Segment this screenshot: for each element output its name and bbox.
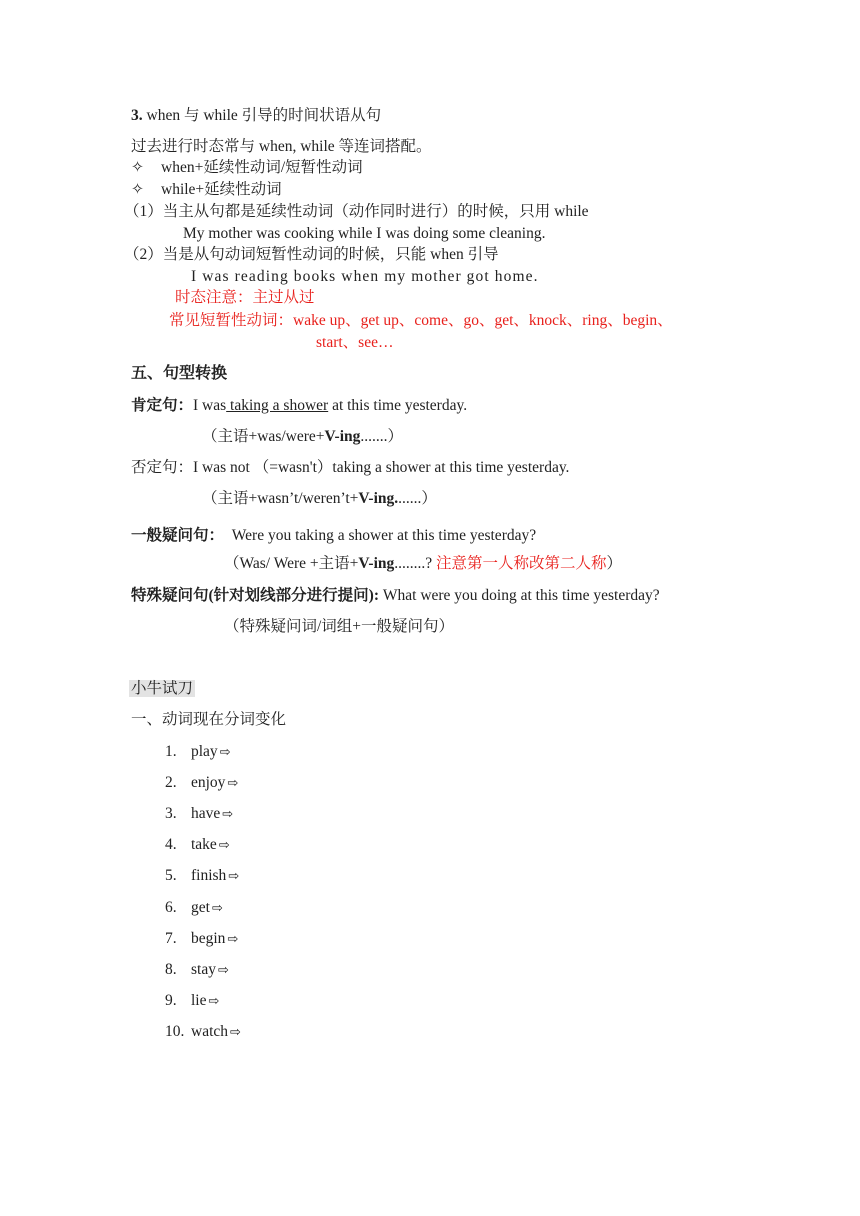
rule-2: （2）当是从句动词短暂性动词的时候，只能 when 引导 xyxy=(124,246,499,263)
list-item-number: 4. xyxy=(165,836,177,853)
list-item-word: play xyxy=(191,743,218,760)
list-item-number: 6. xyxy=(165,899,177,916)
affirmative-text-pre: I was xyxy=(193,397,227,414)
list-item xyxy=(165,866,239,887)
formula-text: （主语+wasn’t/weren’t+ xyxy=(202,490,359,507)
affirmative-sentence xyxy=(131,396,467,416)
formula-text: .......） xyxy=(360,428,404,445)
list-item-word: have xyxy=(191,805,221,822)
arrow-icon: ⇨ xyxy=(218,838,230,853)
list-item-word: lie xyxy=(191,992,207,1009)
arrow-icon: ⇨ xyxy=(222,807,234,822)
list-item-word: stay xyxy=(191,961,216,978)
general-question-label: 一般疑问句： xyxy=(131,527,225,544)
practice-subheading: 一、动词现在分词变化 xyxy=(131,711,287,728)
list-item-word: finish xyxy=(191,867,227,884)
arrow-icon: ⇨ xyxy=(227,932,239,947)
list-item-word: get xyxy=(191,899,210,916)
list-item-number: 10. xyxy=(165,1023,185,1040)
list-item-word: enjoy xyxy=(191,774,226,791)
bullet-item-when xyxy=(131,158,363,178)
tense-note: 时态注意：主过从过 xyxy=(175,289,315,306)
bullet-item-while xyxy=(131,180,282,200)
arrow-icon: ⇨ xyxy=(219,745,231,760)
formula-text: ........? xyxy=(394,555,437,572)
list-item xyxy=(165,898,223,919)
short-verbs-line-2: start、see… xyxy=(316,334,394,351)
section3-title xyxy=(131,106,381,126)
bullet-text: while+延续性动词 xyxy=(161,181,282,198)
diamond-bullet-icon: ✧ xyxy=(131,181,144,198)
arrow-icon: ⇨ xyxy=(217,963,229,978)
special-question-text: What were you doing at this time yesterday? xyxy=(379,587,660,604)
list-item xyxy=(165,742,231,763)
arrow-icon: ⇨ xyxy=(208,994,220,1009)
example-2: I was reading books when my mother got home. xyxy=(191,268,539,285)
formula-bold: V-ing xyxy=(324,428,361,445)
formula-bold: V-ing. xyxy=(358,490,399,507)
formula-text: （Was/ Were +主语+ xyxy=(224,555,359,572)
affirmative-formula xyxy=(202,427,403,447)
section5-heading: 五、句型转换 xyxy=(131,365,228,382)
arrow-icon: ⇨ xyxy=(228,869,240,884)
list-item-number: 3. xyxy=(165,805,177,822)
list-item-number: 7. xyxy=(165,930,177,947)
arrow-icon: ⇨ xyxy=(211,901,223,916)
practice-title-highlight: 小牛试刀 xyxy=(131,680,194,697)
negative-text: I was not （=wasn't）taking a shower at this time yesterday. xyxy=(193,459,570,476)
list-item xyxy=(165,804,233,825)
negative-formula xyxy=(202,489,437,509)
formula-bold: V-ing xyxy=(358,555,395,572)
list-item-number: 8. xyxy=(165,961,177,978)
section3-title-text: when 与 while 引导的时间状语从句 xyxy=(142,107,382,124)
general-question-text: Were you taking a shower at this time yesterday? xyxy=(224,527,537,544)
list-item xyxy=(165,929,238,950)
list-item-number: 5. xyxy=(165,867,177,884)
affirmative-text-post: at this time yesterday. xyxy=(328,397,468,414)
list-item-word: take xyxy=(191,836,217,853)
list-item xyxy=(165,991,219,1012)
rule-1: （1）当主从句都是延续性动词（动作同时进行）的时候，只用 while xyxy=(124,203,589,220)
arrow-icon: ⇨ xyxy=(227,776,239,791)
negative-sentence xyxy=(131,458,569,478)
special-question-formula: （特殊疑问词/词组+一般疑问句） xyxy=(224,618,455,635)
list-item-number: 1. xyxy=(165,743,177,760)
diamond-bullet-icon: ✧ xyxy=(131,159,144,176)
list-item-number: 9. xyxy=(165,992,177,1009)
formula-text: ......） xyxy=(398,490,437,507)
negative-label: 否定句： xyxy=(131,459,194,476)
short-verbs-line-1: 常见短暂性动词：wake up、get up、come、go、get、knock、ring、begin、 xyxy=(169,312,673,329)
affirmative-label: 肯定句： xyxy=(131,397,194,414)
list-item-word: watch xyxy=(191,1023,229,1040)
list-item-number: 2. xyxy=(165,774,177,791)
list-item-word: begin xyxy=(191,930,226,947)
example-1: My mother was cooking while I was doing some cleaning. xyxy=(183,225,546,242)
underlined-phrase: taking a shower xyxy=(226,397,329,414)
special-question-sentence xyxy=(131,586,660,606)
bullet-text: when+延续性动词/短暂性动词 xyxy=(161,159,363,176)
general-question-formula xyxy=(224,554,622,574)
list-item xyxy=(165,1022,241,1043)
list-item xyxy=(165,960,229,981)
special-question-label: 特殊疑问句(针对划线部分进行提问): xyxy=(131,587,379,604)
section3-intro: 过去进行时态常与 when, while 等连词搭配。 xyxy=(131,138,432,155)
person-change-note: 注意第一人称改第二人称 xyxy=(436,555,607,572)
practice-title xyxy=(129,679,195,699)
formula-text: ） xyxy=(606,555,623,572)
section3-number: 3. xyxy=(131,107,143,124)
formula-text: （主语+was/were+ xyxy=(202,428,325,445)
list-item xyxy=(165,835,230,856)
arrow-icon: ⇨ xyxy=(230,1025,241,1040)
general-question-sentence xyxy=(131,526,536,546)
list-item xyxy=(165,773,238,794)
